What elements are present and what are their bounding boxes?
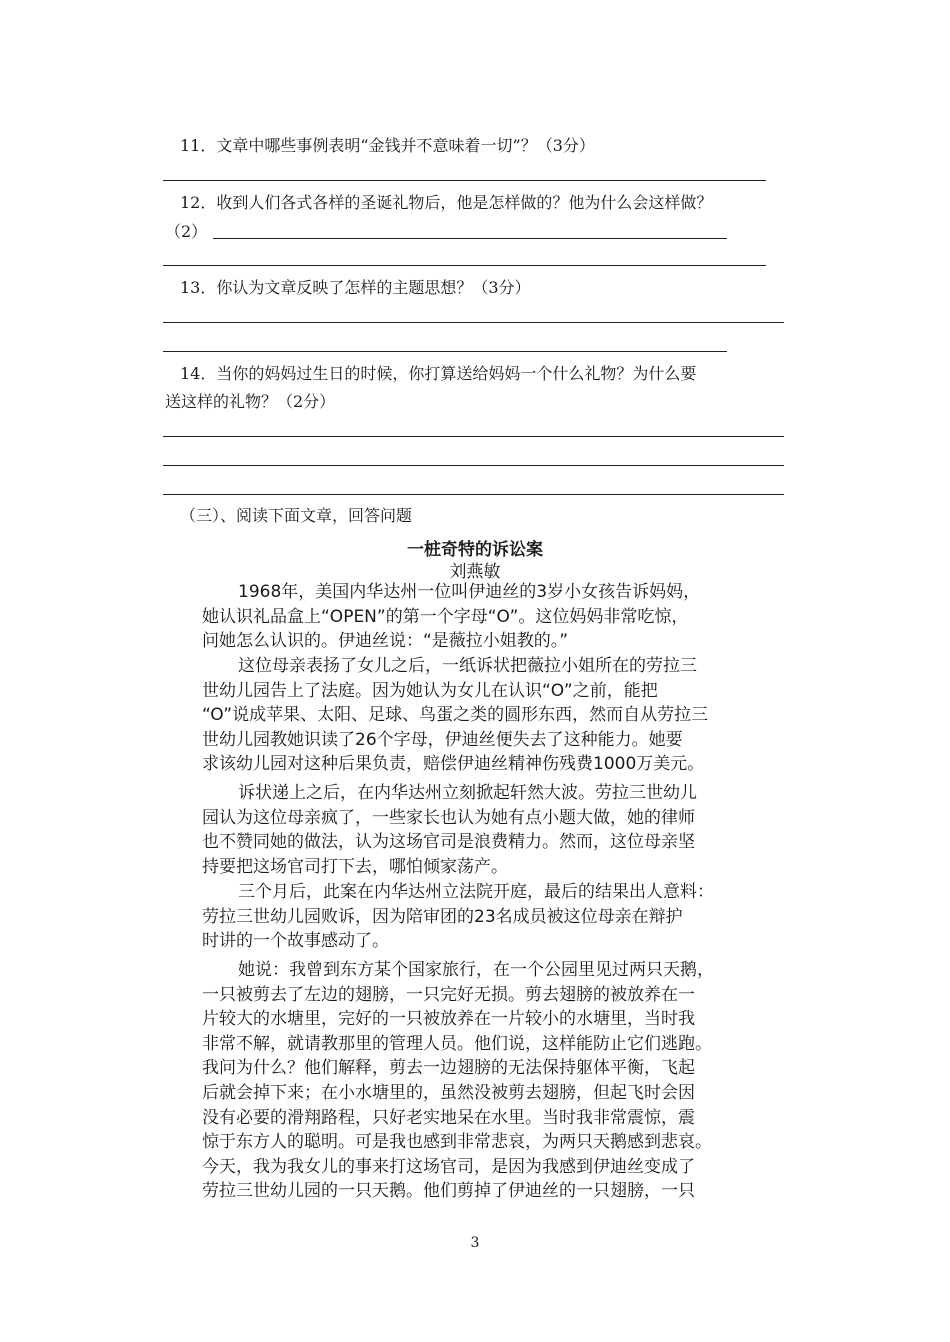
page-number: 3 <box>470 1235 480 1251</box>
paragraph-line: 今天，我为我女儿的事来打这场官司，是因为我感到伊迪丝变成了 <box>202 1156 695 1177</box>
paragraph-line: 持要把这场官司打下去，哪怕倾家荡产。 <box>202 856 508 877</box>
paragraph-line: 求该幼儿园对这种后果负责，赔偿伊迪丝精神伤残费1000万美元。 <box>202 754 705 775</box>
answer-line <box>163 436 784 437</box>
paragraph-line: 世幼儿园教她识读了26个字母，伊迪丝便失去了这种能力。她要 <box>202 729 683 750</box>
answer-line <box>163 322 784 323</box>
paragraph-line: 劳拉三世幼儿园败诉，因为陪审团的23名成员被这位母亲在辩护 <box>202 906 683 927</box>
paragraph-line: 惊于东方人的聪明。可是我也感到非常悲哀，为两只天鹅感到悲哀。 <box>202 1132 712 1153</box>
paragraph-line: 这位母亲表扬了女儿之后，一纸诉状把薇拉小姐所在的劳拉三 <box>238 656 697 676</box>
article-paragraph <box>202 781 762 879</box>
answer-line <box>163 180 766 181</box>
paragraph-line: 园认为这位母亲疯了，一些家长也认为她有点小题大做，她的律师 <box>202 807 695 828</box>
question-11: 11．文章中哪些事例表明“金钱并不意味着一切”？（3分） <box>180 136 595 155</box>
answer-line <box>163 265 766 266</box>
paragraph-line: “O”说成苹果、太阳、足球、鸟蛋之类的圆形东西，然而自从劳拉三 <box>202 705 709 726</box>
answer-line <box>163 494 784 495</box>
paragraph-line: 问她怎么认识的。伊迪丝说：“是薇拉小姐教的。” <box>202 631 569 652</box>
paragraph-line: 三个月后，此案在内华达州立法院开庭，最后的结果出人意料： <box>238 882 714 902</box>
paragraph-line: 我问为什么？他们解释，剪去一边翅膀的无法保持躯体平衡，飞起 <box>202 1058 695 1079</box>
paragraph-line: 她认识礼品盒上“OPEN”的第一个字母“O”。这位妈妈非常吃惊， <box>202 606 689 627</box>
answer-line <box>213 238 727 239</box>
article-title: 一桩奇特的诉讼案 <box>407 540 543 560</box>
paragraph-line: 她说：我曾到东方某个国家旅行，在一个公园里见过两只天鹅， <box>238 960 714 980</box>
paragraph-line: 诉状递上之后，在内华达州立刻掀起轩然大波。劳拉三世幼儿 <box>238 783 697 803</box>
article-author: 刘燕敏 <box>449 562 501 582</box>
article-paragraph <box>202 880 762 954</box>
question-13: 13．你认为文章反映了怎样的主题思想？（3分） <box>180 278 531 297</box>
article-paragraph <box>202 958 762 1204</box>
question-14-cont: 送这样的礼物？（2分） <box>165 392 336 411</box>
question-12-points: （2） <box>165 222 208 241</box>
paragraph-line: 没有必要的滑翔路程，只好老实地呆在水里。当时我非常震惊，震 <box>202 1107 695 1128</box>
paragraph-line: 一只被剪去了左边的翅膀，一只完好无损。剪去翅膀的被放养在一 <box>202 984 695 1005</box>
answer-line <box>163 351 727 352</box>
question-14: 14．当你的妈妈过生日的时候，你打算送给妈妈一个什么礼物？为什么要 <box>180 364 697 383</box>
paragraph-line: 非常不解，就请教那里的管理人员。他们说，这样能防止它们逃跑。 <box>202 1033 712 1054</box>
answer-line <box>163 465 784 466</box>
question-12: 12．收到人们各式各样的圣诞礼物后，他是怎样做的？他为什么会这样做？ <box>180 193 713 212</box>
paragraph-line: 也不赞同她的做法，认为这场官司是浪费精力。然而，这位母亲坚 <box>202 832 695 853</box>
paragraph-line: 1968年，美国内华达州一位叫伊迪丝的3岁小女孩告诉妈妈， <box>238 582 701 602</box>
paragraph-line: 后就会掉下来；在小水塘里的，虽然没被剪去翅膀，但起飞时会因 <box>202 1082 695 1103</box>
section-heading: （三）、阅读下面文章，回答问题 <box>180 506 413 525</box>
paragraph-line: 片较大的水塘里，完好的一只被放养在一片较小的水塘里，当时我 <box>202 1009 695 1030</box>
paragraph-line: 世幼儿园告上了法庭。因为她认为女儿在认识“O”之前，能把 <box>202 680 658 701</box>
paragraph-line: 劳拉三世幼儿园的一只天鹅。他们剪掉了伊迪丝的一只翅膀，一只 <box>202 1181 695 1202</box>
article-paragraph <box>202 580 762 654</box>
paragraph-line: 时讲的一个故事感动了。 <box>202 931 389 952</box>
article-paragraph <box>202 654 762 777</box>
